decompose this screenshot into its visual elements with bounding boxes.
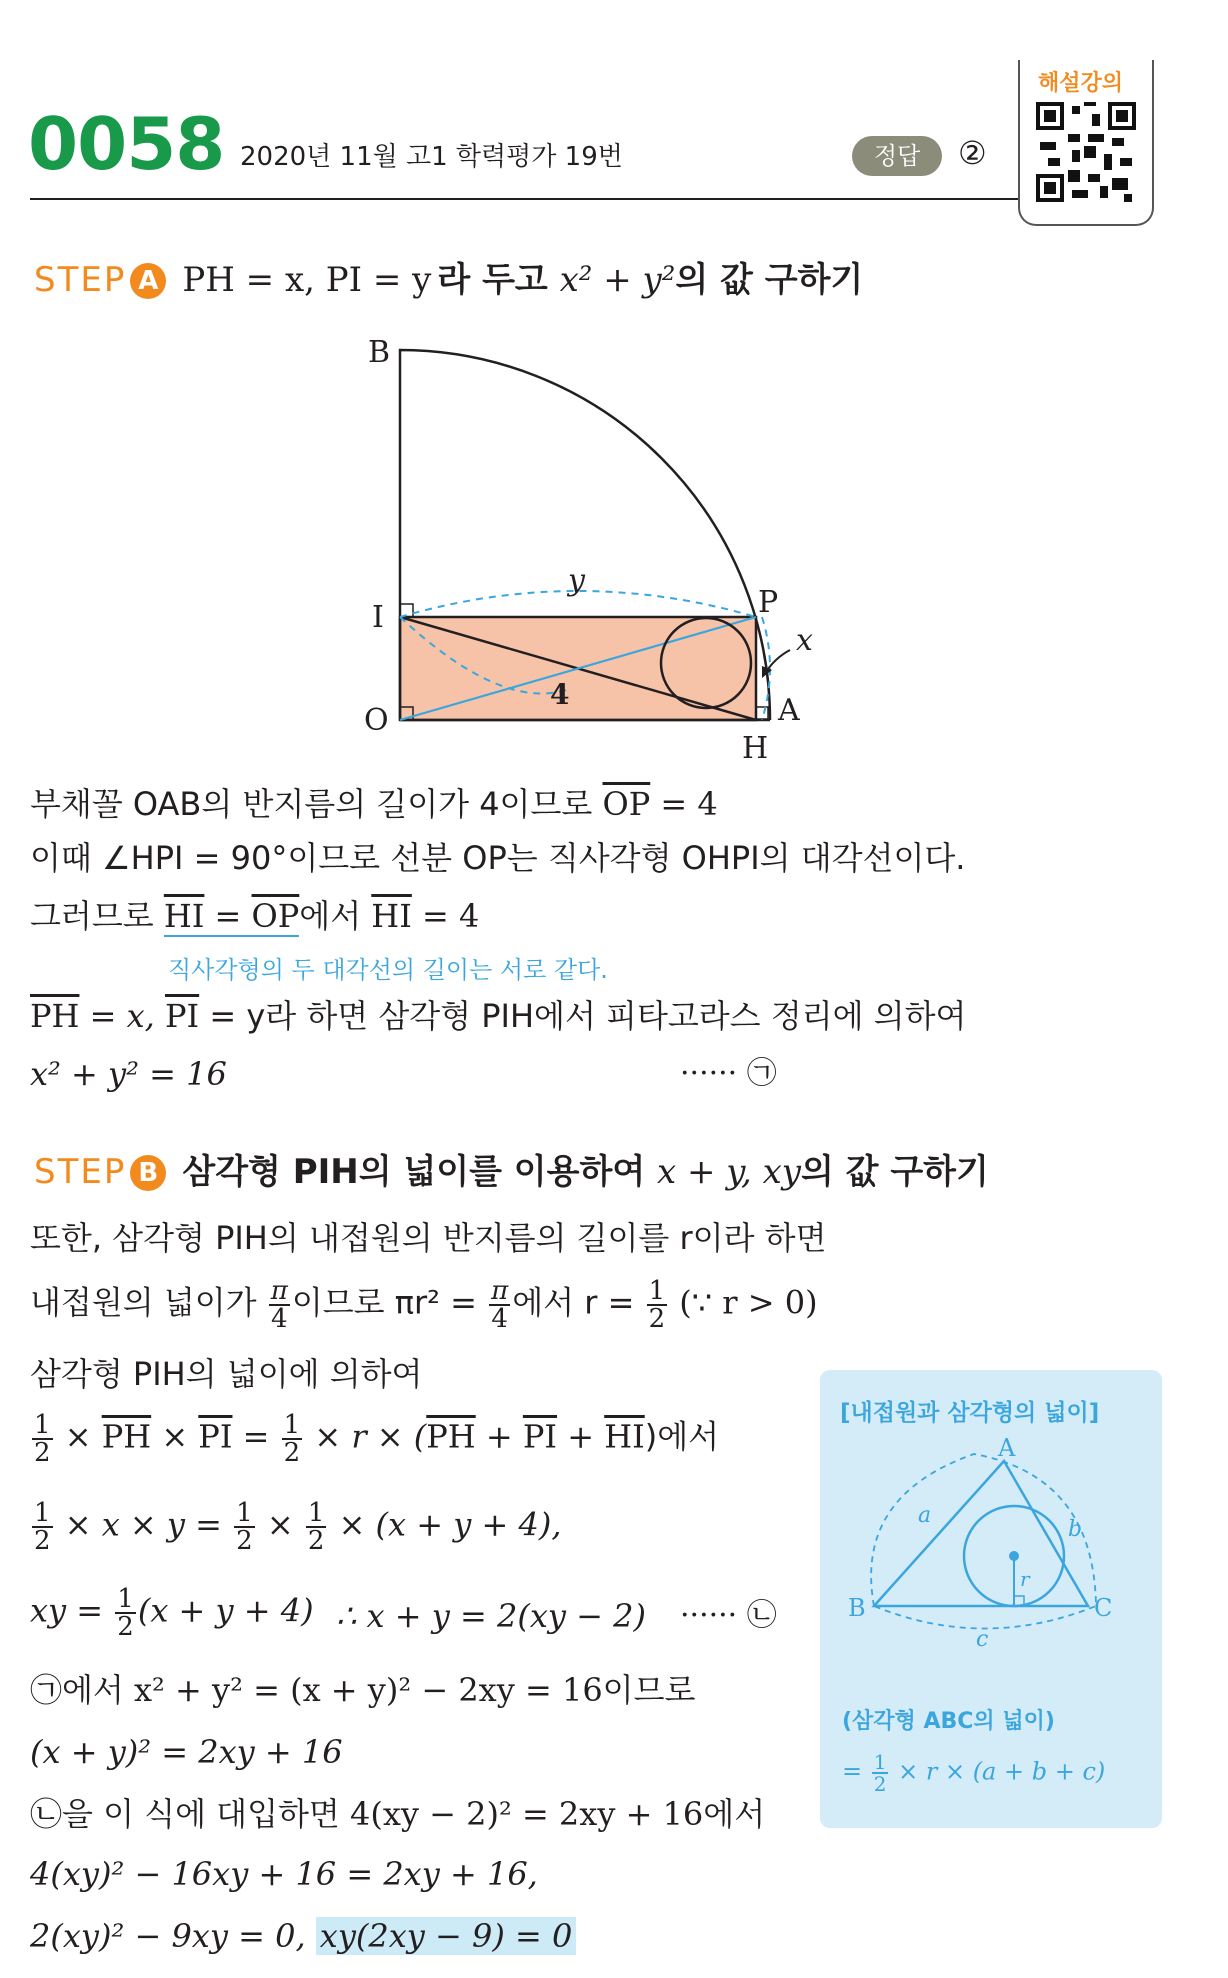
qr-code-icon[interactable] [1036, 102, 1136, 202]
problem-number: 0058 [28, 102, 225, 186]
problem-source: 2020년 11월 고1 학력평가 19번 [240, 142, 623, 172]
body-a-line-5: x² + y² = 16 [30, 1055, 227, 1093]
step-b-letter: B [130, 1155, 166, 1191]
side-note-title: [내접원과 삼각형의 넓이] [840, 1400, 1100, 1426]
label-four: 4 [550, 678, 570, 711]
step-b-title-c: 의 값 구하기 [800, 1152, 989, 1192]
label-i: I [372, 600, 384, 635]
body-b-line-10: 4(xy)² − 16xy + 16 = 2xy + 16, [30, 1855, 538, 1893]
svg-text:r: r [1020, 1567, 1030, 1591]
body-b-line-6-conclusion: ∴ x + y = 2(xy − 2) [336, 1597, 646, 1635]
equation-mark-2: ······ ㉡ [680, 1598, 777, 1633]
sector-rectangle-diagram [350, 320, 870, 770]
body-a-line-4: $\overline{PH} = x$, $\overline{PI} = y$라 하면 삼각형 PIH에서 피타고라스 정리에 의하여 [30, 997, 967, 1035]
svg-text:C: C [1094, 1594, 1113, 1622]
lecture-label: 해설강의 [1038, 71, 1124, 96]
body-b-line-6: xy = $\frac{1}{2}$ (x + y + 4) [30, 1584, 314, 1642]
body-b-line-9: ㉡을 이 식에 대입하면 4(xy − 2)² = 2xy + 16에서 [30, 1795, 766, 1833]
body-b-line-5: $\frac{1}{2}$ × x × y = $\frac{1}{2}$ × $\frac{1}{2}$ × (x + y + 4), [34, 1498, 562, 1556]
body-b-line-11: 2(xy)² − 9xy = 0, xy(2xy − 9) = 0 [30, 1914, 576, 1958]
step-b-word: STEP [34, 1152, 127, 1192]
equation-mark-1: ······ ㉠ [680, 1056, 777, 1091]
step-a-heading [34, 252, 863, 301]
incircle-triangle-diagram [834, 1436, 1150, 1656]
body-b-line-4: $\frac{1}{2}$ × $\overline{PH} \times \overline{PI}$ = $\frac{1}{2}$ × $r \times (\overline{PH} + \overline{PI} + \overline{HI})$에서 [34, 1410, 720, 1468]
body-b-line-3: 삼각형 PIH의 넓이에 의하여 [30, 1355, 423, 1393]
body-a-line-2: 이때 ∠HPI = 90°이므로 선분 OP는 직사각형 OHPI의 대각선이다. [30, 839, 966, 877]
body-b-line-1: 또한, 삼각형 PIH의 내접원의 반지름의 길이를 r이라 하면 [30, 1219, 827, 1257]
step-b-heading [34, 1144, 989, 1193]
step-a-word: STEP [34, 260, 127, 300]
highlighted-factorization: xy(2xy − 9) = 0 [316, 1917, 577, 1955]
step-a-title-end: 의 값 구하기 [675, 260, 864, 300]
label-b: B [368, 335, 391, 370]
svg-text:c: c [976, 1627, 989, 1652]
step-a-title-math: PH = x, PI = y [182, 260, 432, 300]
body-b-line-8: (x + y)² = 2xy + 16 [30, 1733, 343, 1771]
side-note-formula: = $\frac{1}{2}$ × r × (a + b + c) [842, 1750, 1106, 1796]
step-b-title-b: x + y, xy [657, 1152, 801, 1192]
body-b-line-7: ㉠에서 x² + y² = (x + y)² − 2xy = 16이므로 [30, 1671, 696, 1709]
label-h: H [742, 731, 769, 766]
label-y: y [568, 563, 585, 598]
label-p: P [758, 585, 779, 620]
svg-text:b: b [1068, 1517, 1083, 1542]
step-a-title-expr: x² + y² [559, 260, 676, 300]
step-a-letter: A [130, 263, 166, 299]
side-note-box [820, 1370, 1162, 1828]
answer-badge: 정답 [852, 136, 942, 176]
side-note-formula-label: (삼각형 ABC의 넓이) [842, 1709, 1055, 1734]
step-b-title-a: 삼각형 PIH의 넓이를 이용하여 [182, 1152, 657, 1192]
svg-text:B: B [848, 1594, 866, 1622]
body-a-line-3: 그러므로 $\overline{HI} = \overline{OP}$에서 $\overline{HI} = 4$ [30, 897, 480, 935]
header-rule [30, 198, 1030, 200]
label-o: O [364, 703, 389, 738]
svg-text:a: a [918, 1503, 932, 1528]
svg-text:A: A [998, 1436, 1016, 1462]
label-a: A [778, 693, 800, 728]
label-x: x [796, 623, 813, 658]
body-a-line-1: 부채꼴 OAB의 반지름의 길이가 4이므로 $\overline{OP} = 4$ [30, 785, 718, 823]
answer-value: ② [958, 134, 987, 172]
body-a-note: 직사각형의 두 대각선의 길이는 서로 같다. [168, 956, 608, 984]
qr-box[interactable] [1018, 60, 1154, 226]
body-b-line-2: 내접원의 넓이가 $\frac{\pi}{4}$ 이므로 πr² = $\frac{\pi}{4}$ 에서 r = $\frac{1}{2}$ (∵ r > 0) [30, 1276, 818, 1334]
step-a-title-mid: 라 두고 [437, 260, 548, 300]
